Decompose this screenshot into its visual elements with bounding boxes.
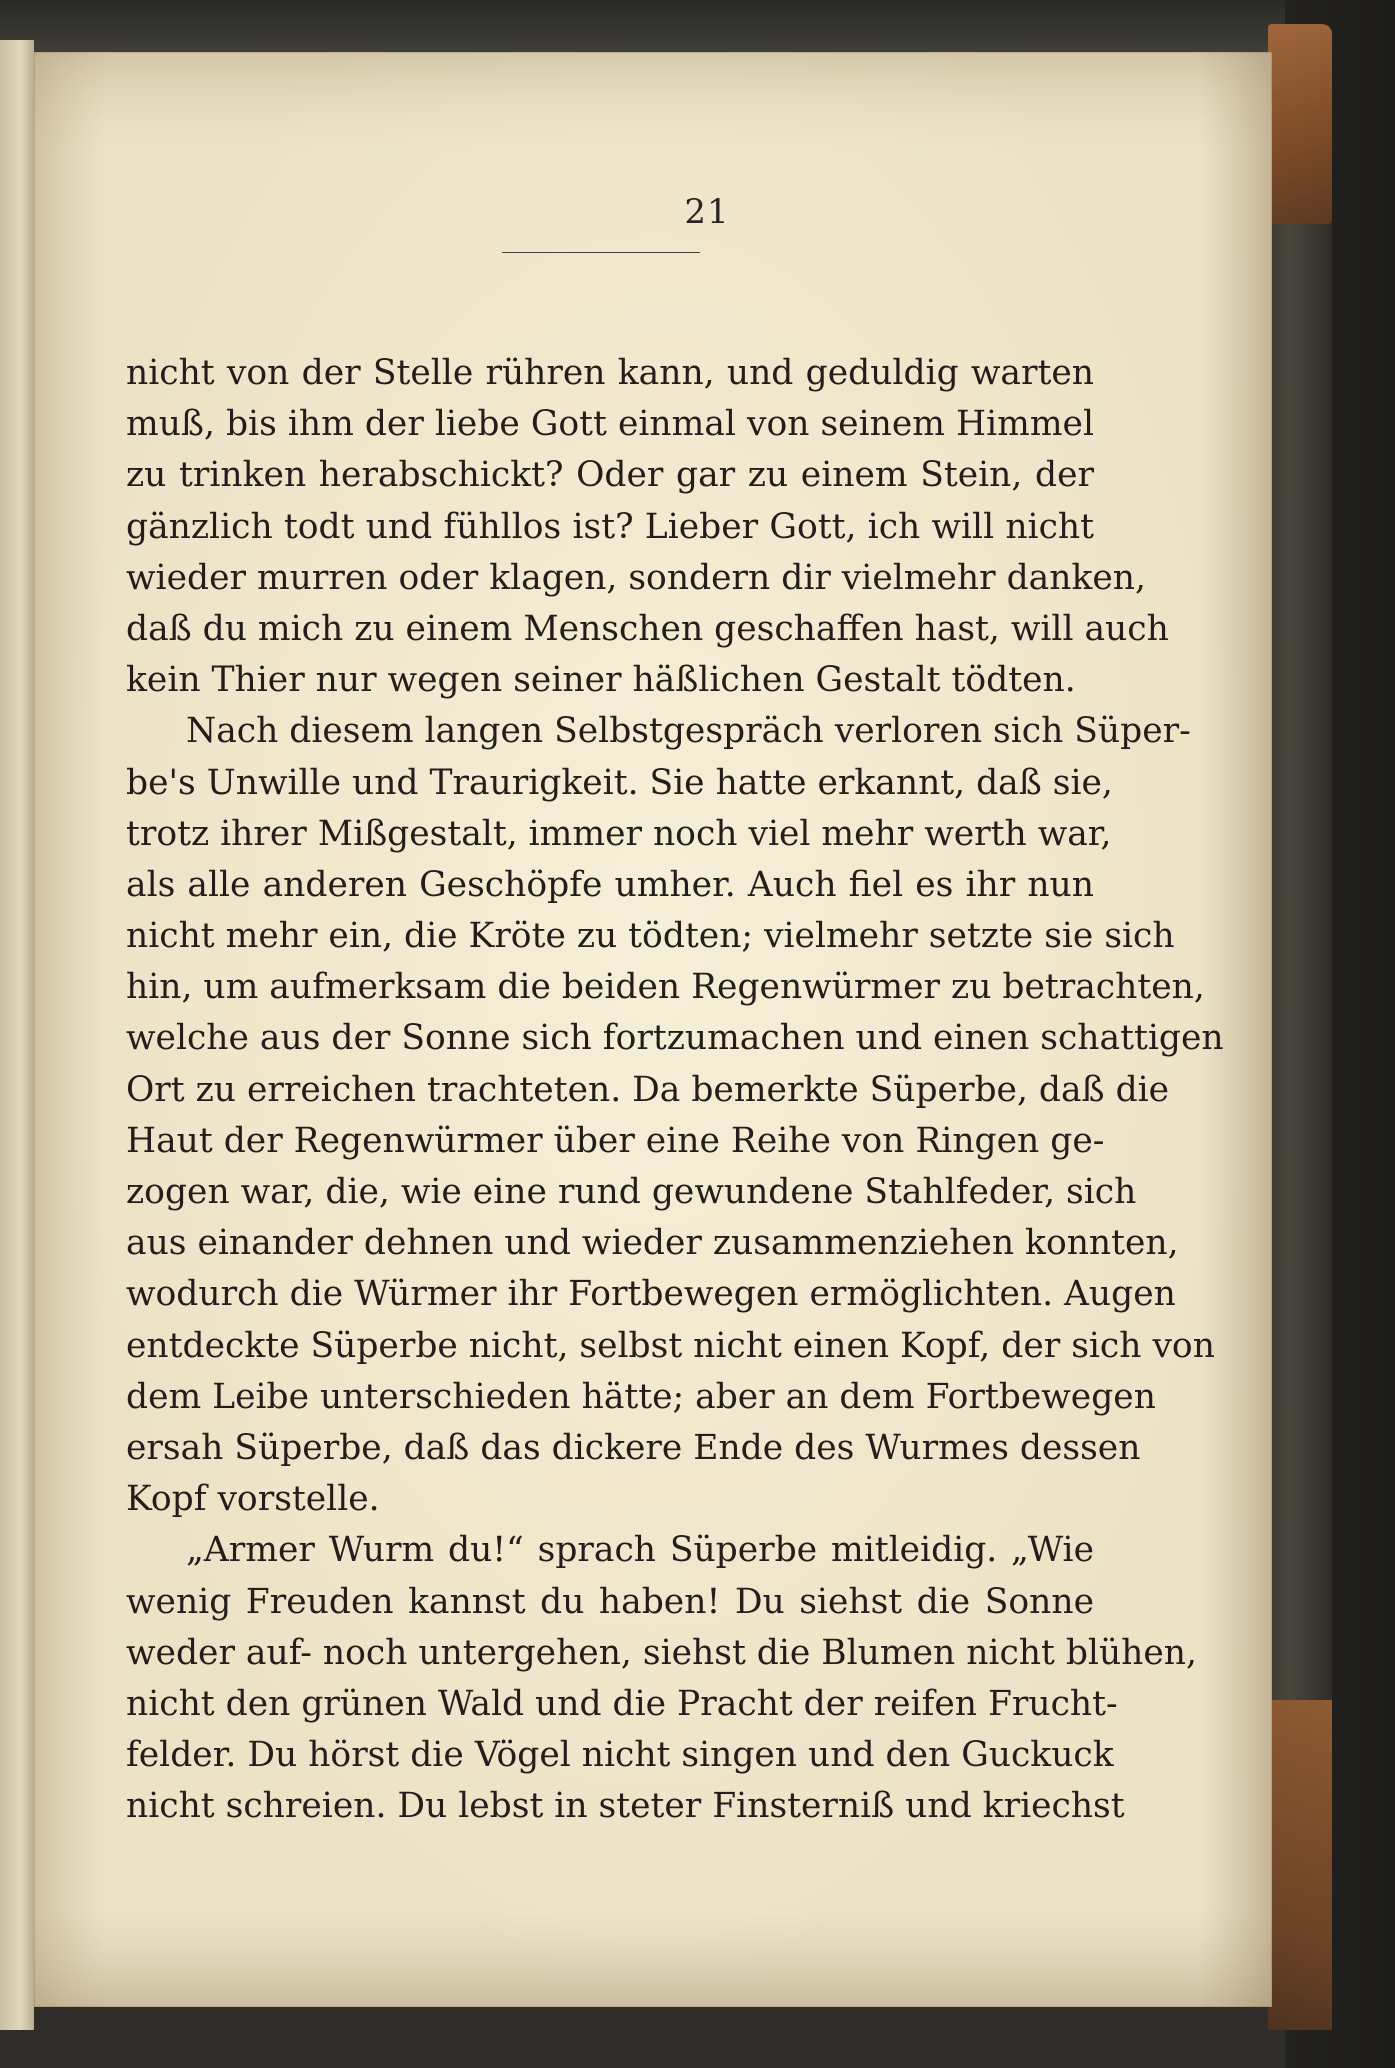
previous-page-edge <box>0 40 34 2030</box>
text-line: Haut der Regenwürmer über eine Reihe von Ringen ge- <box>126 1120 1105 1161</box>
text-line: muß, bis ihm der liebe Gott einmal von seinem Himmel <box>126 404 1094 445</box>
text-line: nicht den grünen Wald und die Pracht der reifen Frucht- <box>126 1683 1118 1724</box>
text-line: hin, um aufmerksam die beiden Regenwürmer zu betrachten, <box>126 967 1205 1008</box>
text-line: zogen war, die, wie eine rund gewundene Stahlfeder, sich <box>126 1172 1137 1212</box>
text-line: welche aus der Sonne sich fortzumachen und einen schattigen <box>126 1018 1224 1059</box>
page-number: 21 <box>684 192 730 232</box>
book-page <box>34 52 1272 2007</box>
text-line: ersah Süperbe, daß das dickere Ende des Wurmes dessen <box>126 1427 1141 1468</box>
text-line: gänzlich todt und fühllos ist? Lieber Gott, ich will nicht <box>126 506 1094 547</box>
text-line: nicht von der Stelle rühren kann, und geduldig warten <box>126 353 1094 393</box>
header-rule <box>502 252 700 253</box>
text-line: wieder murren oder klagen, sondern dir vielmehr danken, <box>126 557 1146 598</box>
text-line: kein Thier nur wegen seiner häßlichen Gestalt tödten. <box>126 660 1076 701</box>
text-line: als alle anderen Geschöpfe umher. Auch fiel es ihr nun <box>126 864 1094 905</box>
text-line: be's Unwille und Traurigkeit. Sie hatte erkannt, daß sie, <box>126 762 1113 803</box>
leather-corner-top <box>1268 24 1332 224</box>
leather-corner-bottom <box>1268 1700 1332 2030</box>
text-line: trotz ihrer Mißgestalt, immer noch viel mehr werth war, <box>126 813 1112 854</box>
text-line: Kopf vorstelle. <box>126 1479 380 1520</box>
text-line: zu trinken herabschickt? Oder gar zu einem Stein, der <box>126 455 1094 496</box>
text-line: weder auf- noch untergehen, siehst die Blumen nicht blühen, <box>126 1632 1197 1673</box>
text-line: Nach diesem langen Selbstgespräch verloren sich Süper- <box>186 711 1191 752</box>
text-line: nicht mehr ein, die Kröte zu tödten; vielmehr setzte sie sich <box>126 916 1175 957</box>
text-line: daß du mich zu einem Menschen geschaffen hast, will auch <box>126 608 1169 649</box>
text-line: aus einander dehnen und wieder zusammenziehen konnten, <box>126 1223 1179 1264</box>
text-line: wodurch die Würmer ihr Fortbewegen ermöglichten. Augen <box>126 1274 1176 1315</box>
body-text <box>126 348 1224 1832</box>
text-line: nicht schreien. Du lebst in steter Finsterniß und kriechst <box>126 1786 1125 1827</box>
text-line: felder. Du hörst die Vögel nicht singen und den Guckuck <box>126 1735 1114 1776</box>
text-line: entdeckte Süperbe nicht, selbst nicht einen Kopf, der sich von <box>126 1325 1215 1366</box>
text-line: „Armer Wurm du!“ sprach Süperbe mitleidig. „Wie <box>186 1530 1094 1571</box>
text-line: dem Leibe unterschieden hätte; aber an dem Fortbewegen <box>126 1376 1156 1417</box>
text-line: Ort zu erreichen trachteten. Da bemerkte Süperbe, daß die <box>126 1069 1170 1110</box>
text-line: wenig Freuden kannst du haben! Du siehst die Sonne <box>126 1581 1094 1622</box>
